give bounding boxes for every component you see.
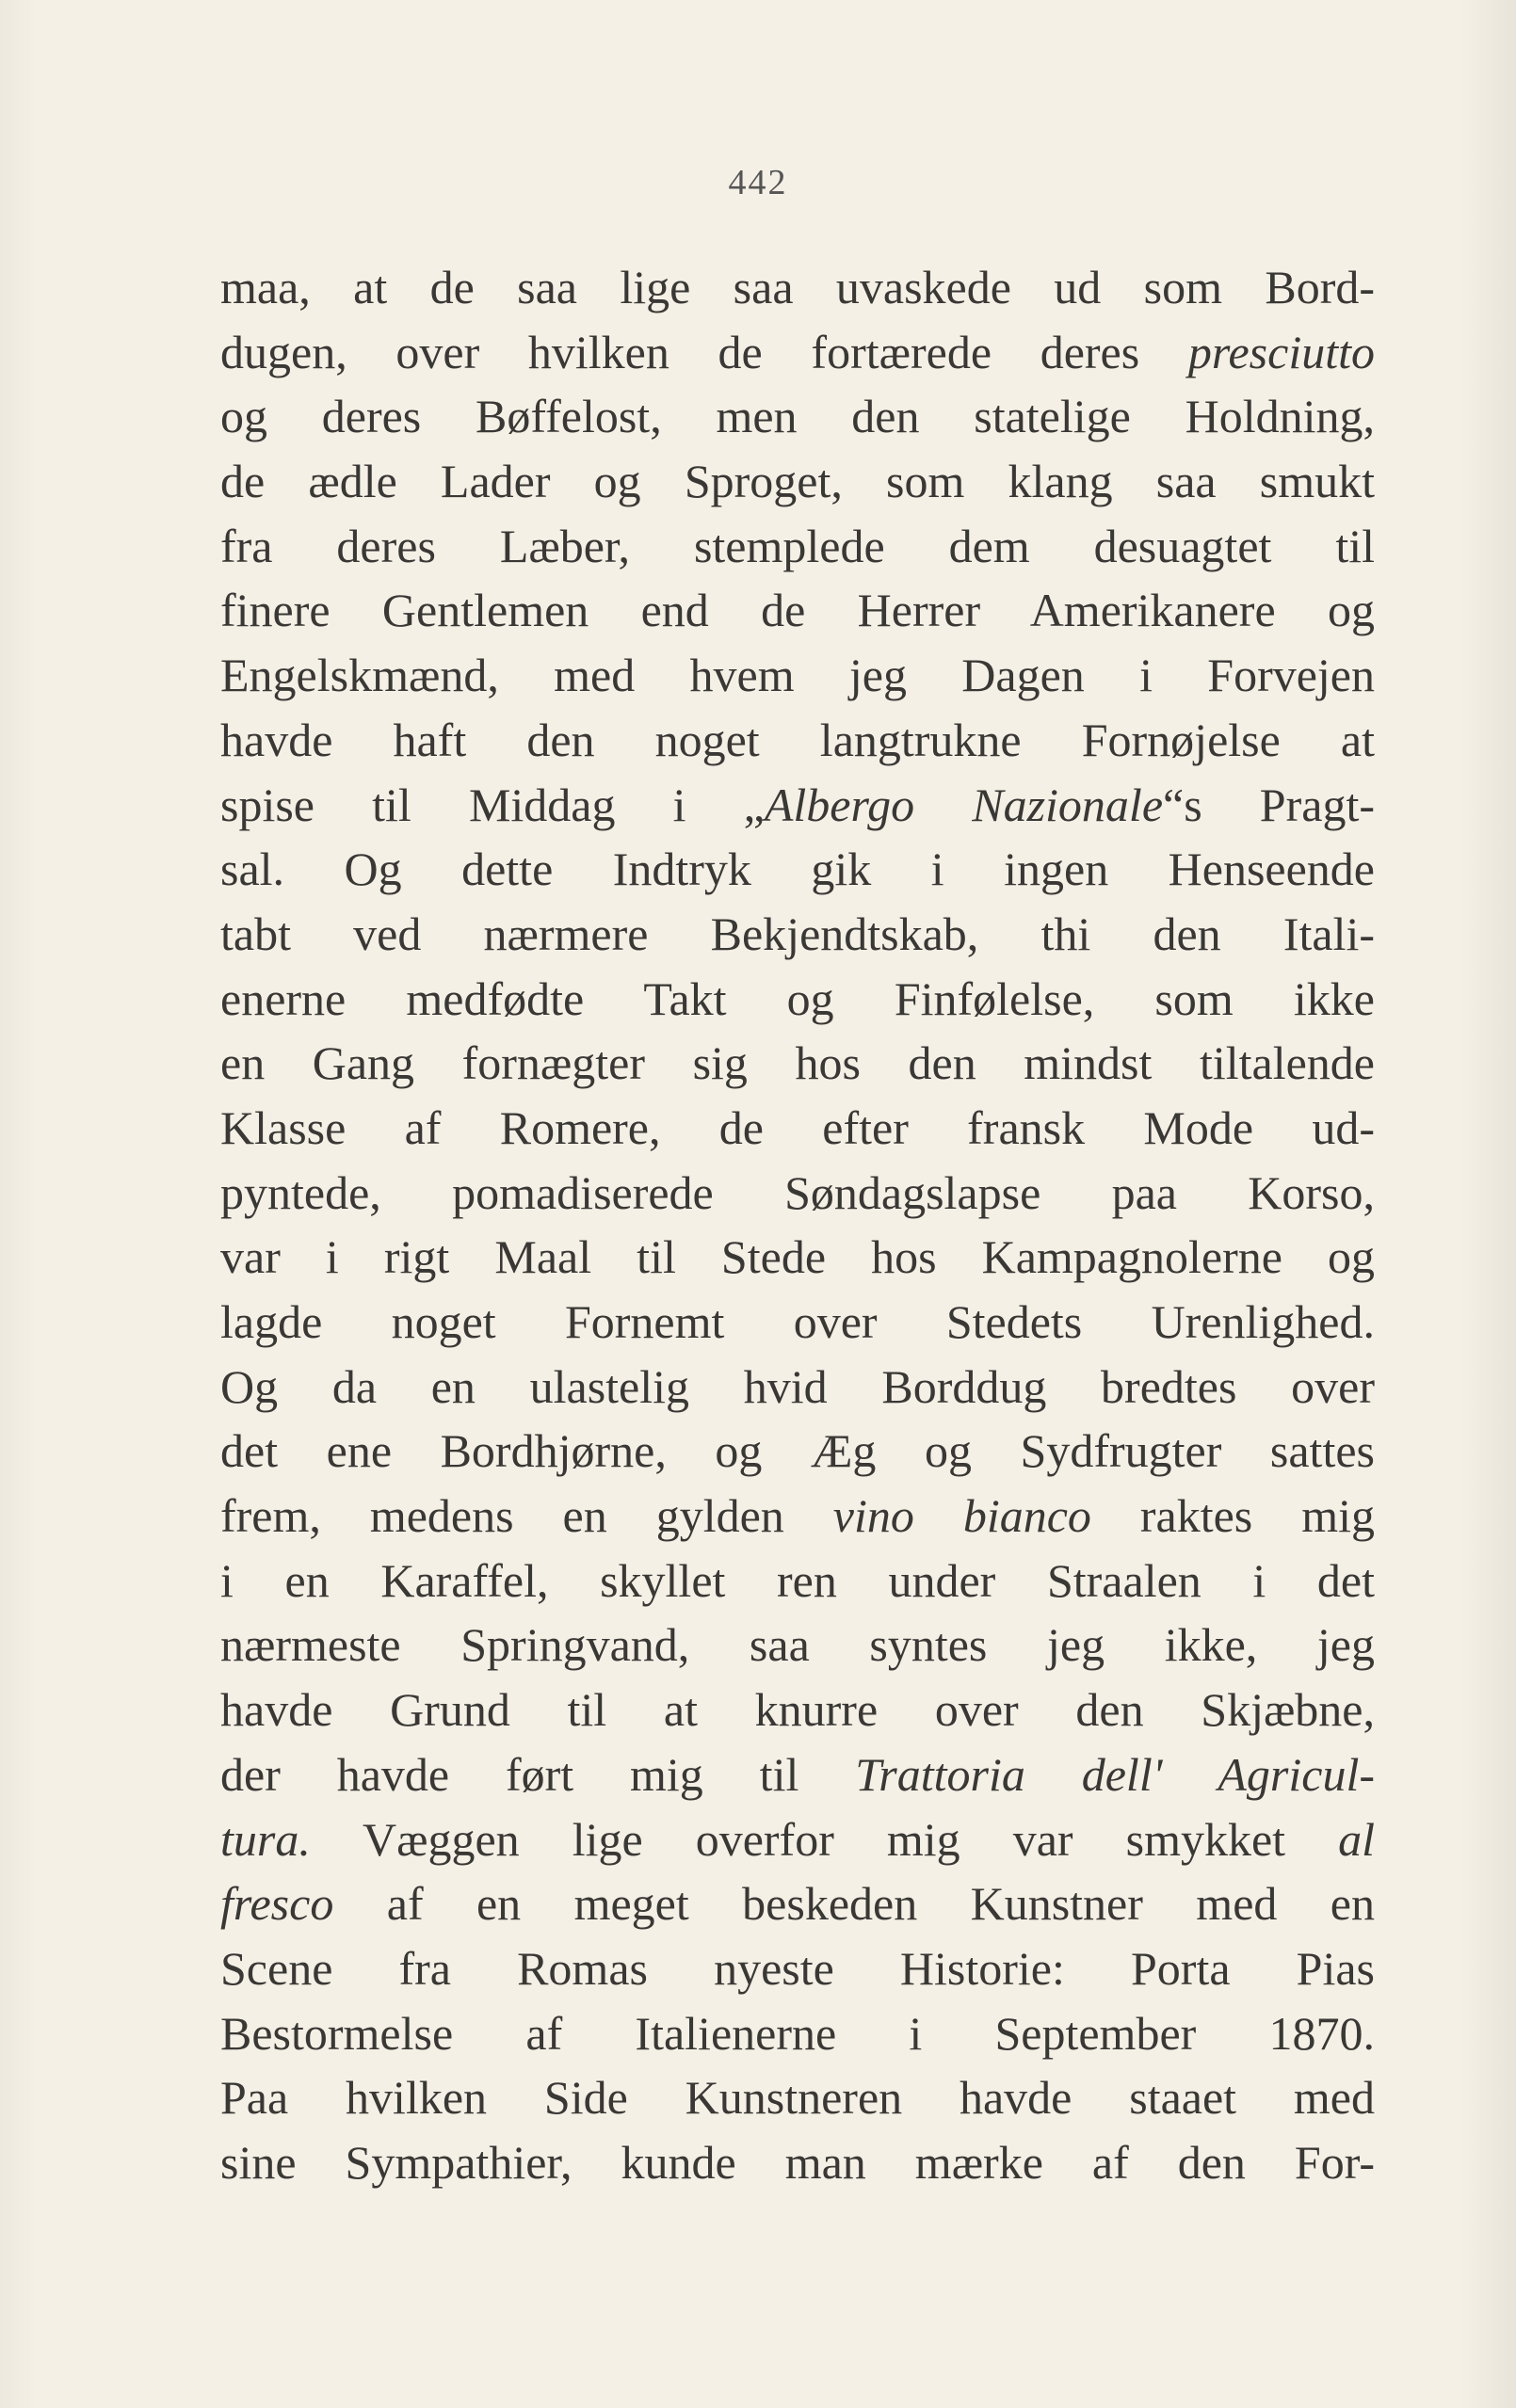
text-line (220, 1290, 1375, 1355)
text-segment: det ene Bordhjørne, og Æg og Sydfrugter sattes (220, 1424, 1375, 1478)
text-line (220, 1484, 1375, 1549)
text-segment: finere Gentlemen end de Herrer Amerikanere og (220, 584, 1375, 637)
text-segment: pyntede, pomadiserede Søndagslapse paa Korso, (220, 1165, 1375, 1219)
text-segment: “s Pragt- (1163, 778, 1375, 831)
text-line (220, 1613, 1375, 1678)
italic-text: tura. (220, 1812, 311, 1866)
text-line (220, 1161, 1375, 1226)
text-line (220, 1678, 1375, 1742)
text-segment: raktes mig (1090, 1489, 1375, 1543)
text-segment: en Gang fornægter sig hos den mindst tiltalende (220, 1036, 1375, 1090)
text-line (220, 773, 1375, 838)
text-segment: Væggen lige overfor mig var smykket (310, 1812, 1339, 1866)
text-segment: sal. Og dette Indtryk gik i ingen Henseende (220, 843, 1375, 896)
text-segment: dugen, over hvilken de fortærede deres (220, 325, 1188, 378)
text-segment: havde Grund til at knurre over den Skjæbne, (220, 1683, 1375, 1737)
text-segment: maa, at de saa lige saa uvaskede ud som Bord- (220, 261, 1375, 313)
text-segment: spise til Middag i „ (220, 778, 765, 831)
italic-text: al (1338, 1812, 1375, 1866)
text-segment: fra deres Læber, stemplede dem desuagtet til (220, 519, 1375, 572)
text-segment: Bestormelse af Italienerne i September 1870. (220, 2006, 1375, 2060)
text-line (220, 837, 1375, 902)
text-line (220, 1807, 1375, 1872)
text-line (220, 255, 1375, 320)
text-line (220, 708, 1375, 773)
text-segment: var i rigt Maal til Stede hos Kampagnolerne og (220, 1230, 1375, 1284)
italic-text: Trattoria dell' Agricul- (855, 1747, 1375, 1801)
page-number: 442 (728, 163, 788, 202)
italic-text: presciutto (1187, 325, 1375, 378)
text-line (220, 902, 1375, 967)
text-line (220, 1871, 1375, 1936)
text-line (220, 320, 1375, 385)
text-segment: tabt ved nærmere Bekjendtskab, thi den Itali- (220, 907, 1375, 960)
text-line (220, 2001, 1375, 2066)
text-line (220, 449, 1375, 514)
italic-text: fresco (220, 1877, 334, 1931)
text-line (220, 514, 1375, 579)
body-text (220, 255, 1375, 2195)
text-segment: nærmeste Springvand, saa syntes jeg ikke, jeg (220, 1618, 1375, 1672)
text-line (220, 1936, 1375, 2001)
text-segment: sine Sympathier, kunde man mærke af den For- (220, 2135, 1375, 2189)
text-segment: Og da en ulastelig hvid Borddug bredtes over (220, 1359, 1375, 1413)
italic-text: vino bianco (832, 1489, 1091, 1543)
text-line (220, 643, 1375, 708)
text-line (220, 2130, 1375, 2195)
text-line (220, 384, 1375, 449)
text-line (220, 1549, 1375, 1613)
text-segment: der havde ført mig til (220, 1747, 856, 1801)
text-line (220, 1355, 1375, 1420)
text-segment: Engelskmænd, med hvem jeg Dagen i Forvejen (220, 649, 1375, 702)
text-segment: enerne medfødte Takt og Finfølelse, som ikke (220, 971, 1375, 1025)
text-line (220, 1031, 1375, 1096)
text-segment: og deres Bøffelost, men den statelige Holdning, (220, 390, 1375, 443)
text-segment: Scene fra Romas nyeste Historie: Porta Pias (220, 1941, 1375, 1995)
text-line (220, 1419, 1375, 1484)
italic-text: Albergo Nazionale (764, 778, 1164, 831)
text-segment: havde haft den noget langtrukne Fornøjelse at (220, 713, 1375, 766)
text-segment: Klasse af Romere, de efter fransk Mode ud- (220, 1100, 1375, 1154)
text-line (220, 967, 1375, 1032)
text-line (220, 1096, 1375, 1161)
text-segment: frem, medens en gylden (220, 1489, 833, 1543)
text-line (220, 578, 1375, 643)
text-line (220, 1225, 1375, 1290)
text-segment: Paa hvilken Side Kunstneren havde staaet med (220, 2071, 1375, 2125)
text-segment: af en meget beskeden Kunstner med en (333, 1877, 1375, 1931)
text-line (220, 1742, 1375, 1807)
text-segment: i en Karaffel, skyllet ren under Straalen i det (220, 1553, 1375, 1607)
text-line (220, 2065, 1375, 2130)
text-segment: lagde noget Fornemt over Stedets Urenlighed. (220, 1295, 1375, 1348)
text-segment: de ædle Lader og Sproget, som klang saa smukt (220, 455, 1375, 508)
